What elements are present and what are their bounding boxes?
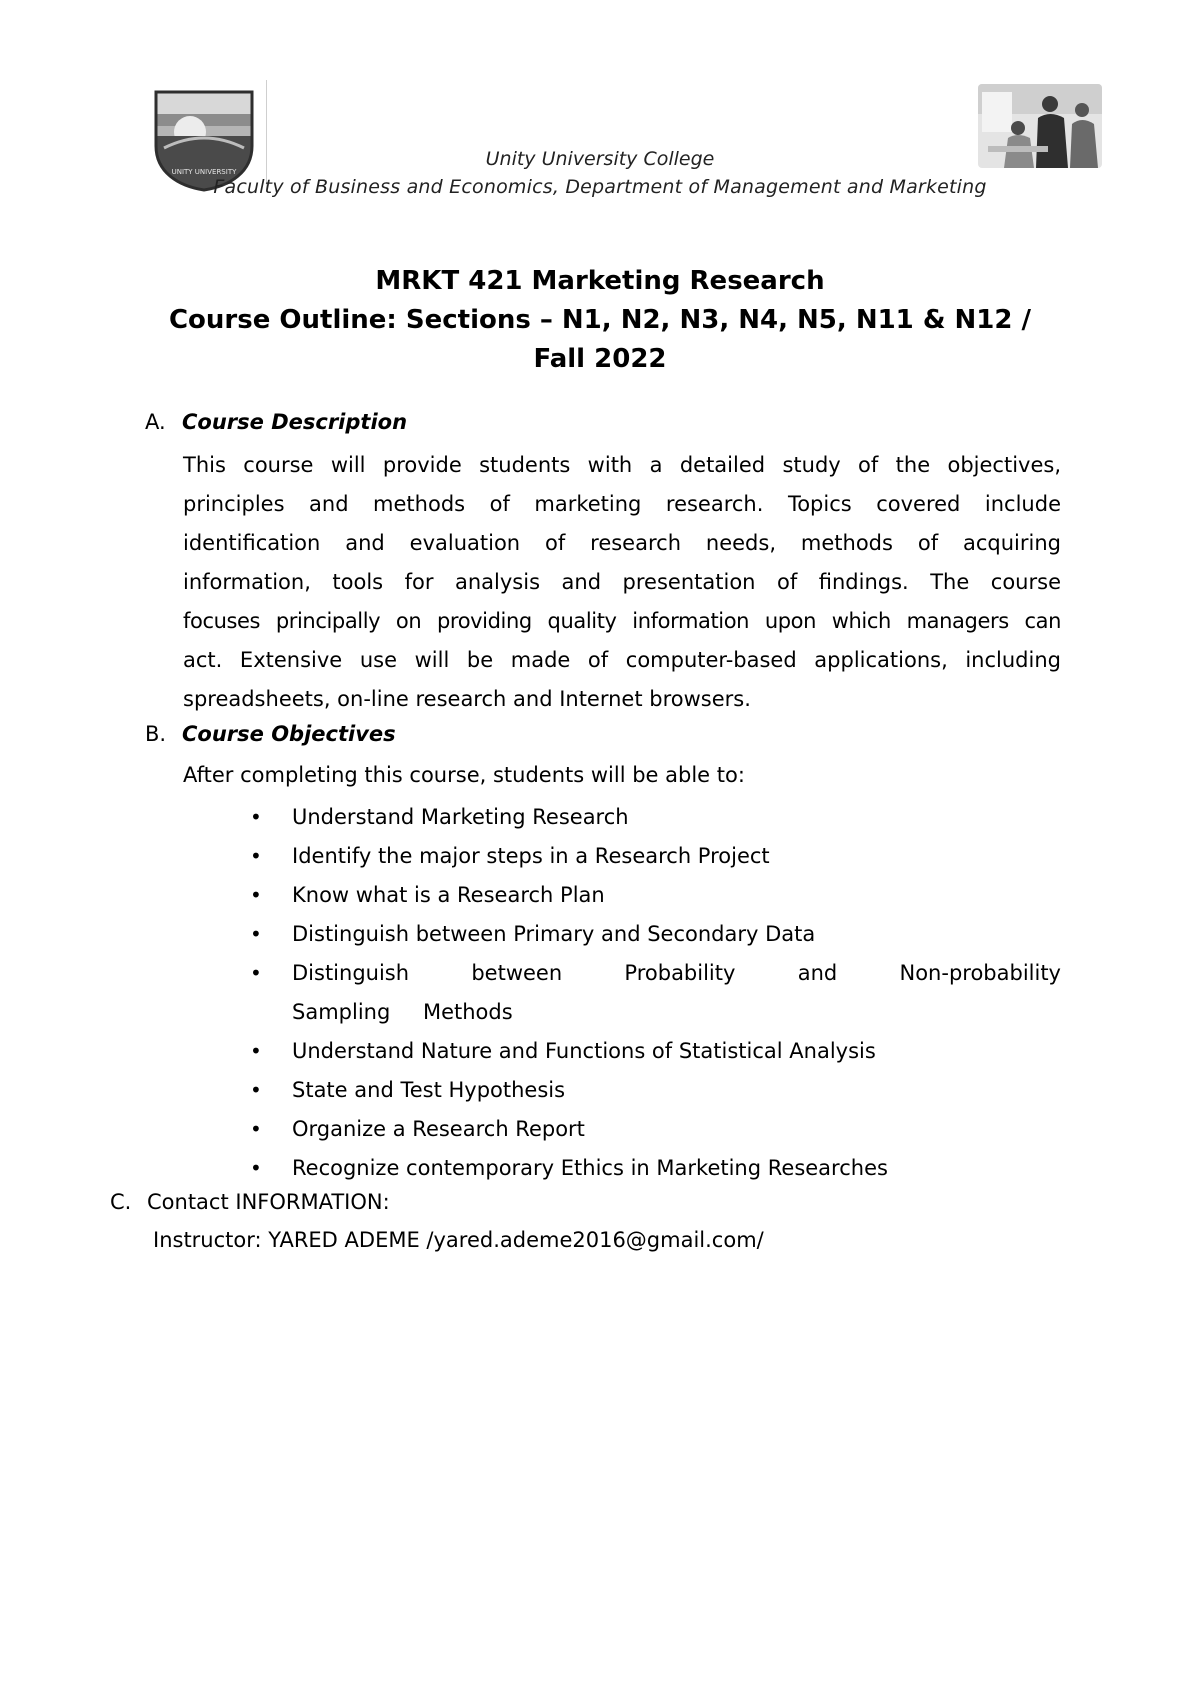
faculty-department: Faculty of Business and Economics, Department of Management and Marketing	[213, 176, 987, 198]
bullet-icon: •	[250, 922, 262, 946]
section-a-title: Course Description	[182, 410, 408, 434]
list-item	[250, 1071, 1061, 1110]
objective-text: Know what is a Research Plan	[292, 883, 605, 907]
list-item	[250, 1032, 1061, 1071]
logo-lettering: UNITY UNIVERSITY	[171, 168, 237, 176]
section-b-heading	[145, 722, 396, 746]
objective-text: Distinguish between Primary and Secondary Data	[292, 922, 816, 946]
section-a-letter: A.	[145, 410, 166, 434]
list-item	[250, 837, 1061, 876]
objectives-intro: After completing this course, students will be able to:	[183, 763, 745, 787]
bullet-icon: •	[250, 1039, 262, 1063]
instructor-contact: Instructor: YARED ADEME /yared.ademe2016@gmail.com/	[153, 1228, 764, 1252]
description-line: information, tools for analysis and presentation of findings. The course	[183, 570, 1061, 594]
section-c-letter: C.	[110, 1190, 132, 1214]
description-line: identification and evaluation of research needs, methods of acquiring	[183, 531, 1061, 555]
objective-text: Understand Nature and Functions of Statistical Analysis	[292, 1039, 876, 1063]
section-a-heading	[145, 410, 407, 434]
bullet-icon: •	[250, 805, 262, 829]
bullet-icon: •	[250, 961, 262, 985]
course-title: MRKT 421 Marketing Research	[375, 266, 825, 296]
section-b-letter: B.	[145, 722, 167, 746]
list-item	[250, 876, 1061, 915]
description-line: focuses principally on providing quality information upon which managers can	[183, 609, 1061, 633]
section-b-title: Course Objectives	[182, 722, 396, 746]
description-line: This course will provide students with a detailed study of the objectives,	[183, 453, 1061, 477]
description-line: spreadsheets, on-line research and Internet browsers.	[183, 687, 751, 711]
bullet-icon: •	[250, 1156, 262, 1180]
description-line: act. Extensive use will be made of computer-based applications, including	[183, 648, 1061, 672]
list-item	[250, 1110, 1061, 1149]
course-description	[183, 446, 1061, 719]
list-item	[250, 954, 1061, 1032]
bullet-icon: •	[250, 844, 262, 868]
objective-text: Understand Marketing Research	[292, 805, 629, 829]
objective-text: Distinguish between Probability and Non-probability Sampling Methods	[292, 961, 1061, 1024]
objectives-list	[250, 798, 1061, 1188]
section-c-title: Contact INFORMATION:	[147, 1190, 390, 1214]
bullet-icon: •	[250, 883, 262, 907]
objective-text: Recognize contemporary Ethics in Marketing Researches	[292, 1156, 888, 1180]
list-item	[250, 1149, 1061, 1188]
description-line: principles and methods of marketing research. Topics covered include	[183, 492, 1061, 516]
section-c-heading	[110, 1190, 390, 1214]
list-item	[250, 798, 1061, 837]
objective-text: State and Test Hypothesis	[292, 1078, 566, 1102]
course-outline-sections: Course Outline: Sections – N1, N2, N3, N4, N5, N11 & N12 /	[168, 305, 1032, 335]
institution-name: Unity University College	[485, 148, 715, 170]
course-term: Fall 2022	[533, 344, 667, 374]
objective-text: Organize a Research Report	[292, 1117, 585, 1141]
bullet-icon: •	[250, 1117, 262, 1141]
bullet-icon: •	[250, 1078, 262, 1102]
objective-text: Identify the major steps in a Research Project	[292, 844, 770, 868]
list-item	[250, 915, 1061, 954]
